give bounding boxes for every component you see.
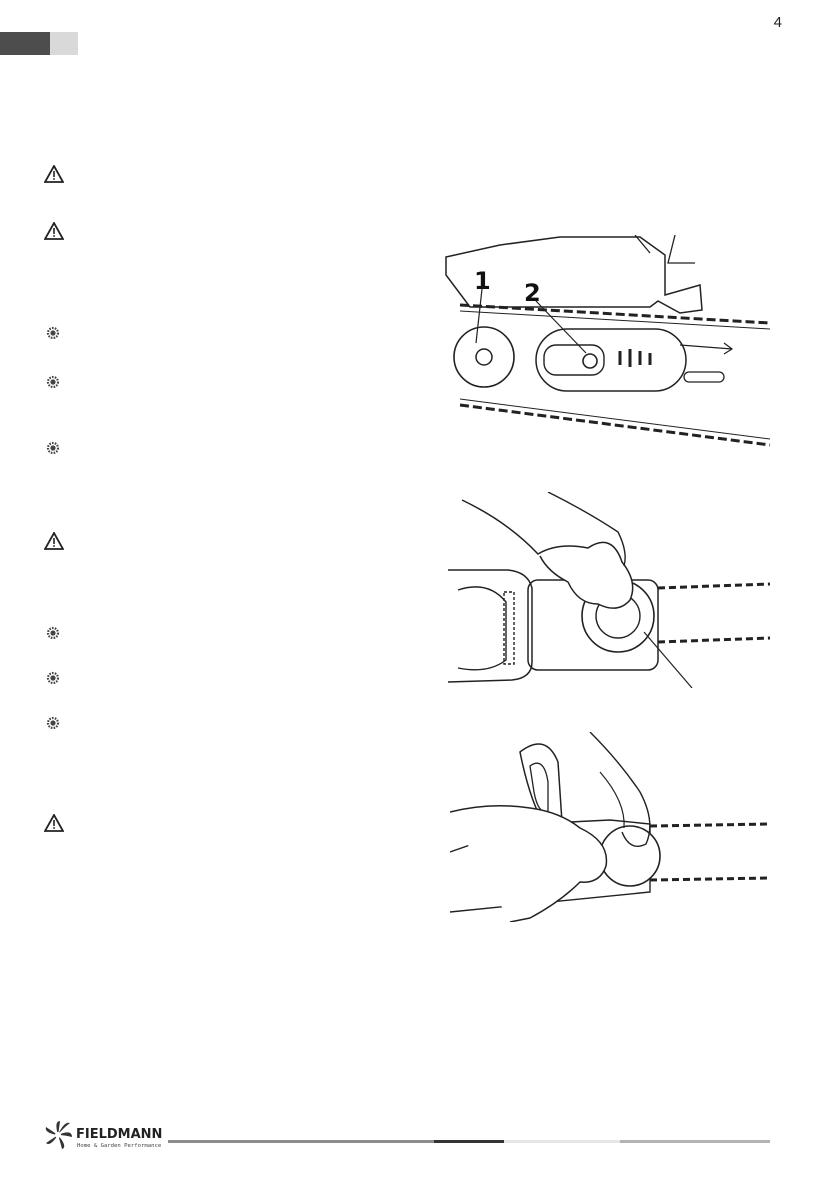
gear-bullet-icon: [46, 375, 60, 389]
figure-label-1: 1: [474, 267, 491, 295]
gear-bullet-icon: [46, 441, 60, 455]
fieldmann-logo: [44, 1119, 174, 1153]
warning-icon: [44, 165, 64, 183]
chapter-tab-dark: [0, 32, 50, 55]
gear-bullet-icon: [46, 626, 60, 640]
figure-knob-tightening: [448, 492, 770, 688]
gear-bullet-icon: [46, 671, 60, 685]
gear-bullet-icon: [46, 716, 60, 730]
chapter-tab-light: [50, 32, 78, 55]
warning-icon: [44, 532, 64, 550]
footer-rule-gray: [168, 1140, 434, 1143]
figure-chain-tensioner: [440, 235, 772, 460]
svg-text:Home & Garden Performance: Home & Garden Performance: [77, 1143, 162, 1149]
gear-bullet-icon: [46, 326, 60, 340]
warning-icon: [44, 814, 64, 832]
figure-knob-fitting: [450, 732, 770, 922]
page-number: 4: [773, 14, 782, 31]
warning-icon: [44, 222, 64, 240]
footer-rule-dark: [434, 1140, 504, 1143]
footer-rule-light: [504, 1140, 620, 1143]
figure-label-2: 2: [524, 279, 541, 307]
svg-text:FIELDMANN: FIELDMANN: [76, 1127, 163, 1142]
footer-rule-mid: [620, 1140, 770, 1143]
